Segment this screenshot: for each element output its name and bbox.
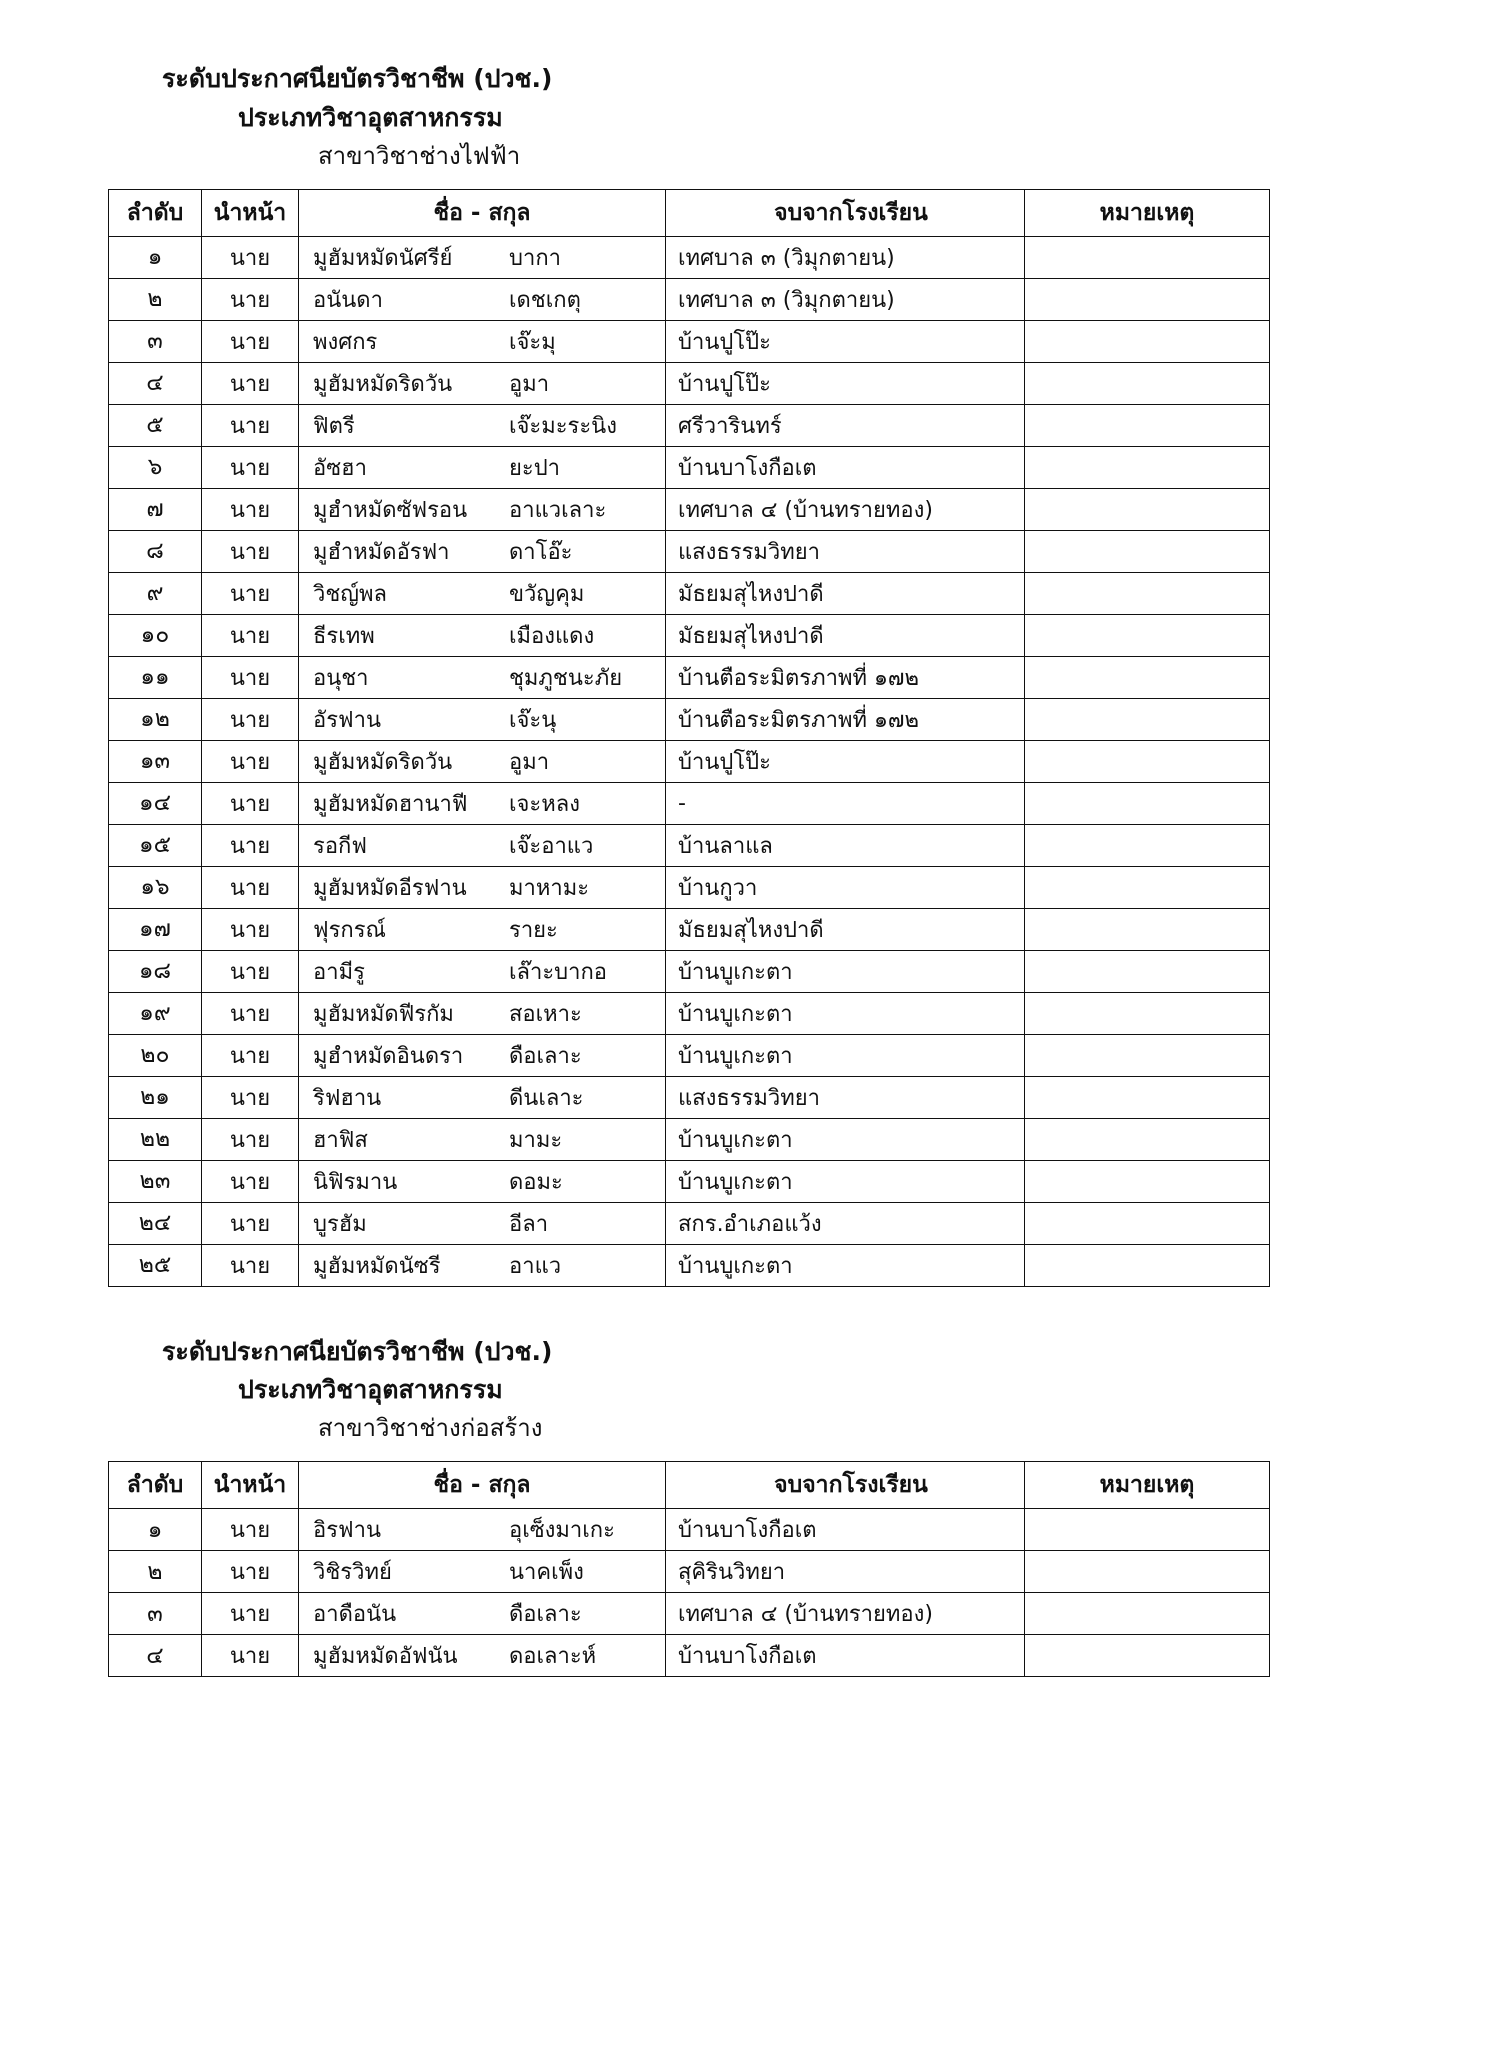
cell-name (299, 530, 666, 572)
cell-note (1025, 614, 1270, 656)
cell-school: เทศบาล ๓ (วิมุกตายน) (666, 236, 1025, 278)
cell-title: นาย (202, 530, 299, 572)
cell-no: ๑๖ (109, 866, 202, 908)
section-1-roster-table (108, 189, 1270, 1287)
cell-no: ๙ (109, 572, 202, 614)
section-2-heading (120, 1333, 1374, 1448)
cell-last-name: เจ๊ะมุ (509, 329, 556, 355)
cell-name (299, 488, 666, 530)
cell-school: มัธยมสุไหงปาดี (666, 908, 1025, 950)
cell-note (1025, 1551, 1270, 1593)
cell-no: ๕ (109, 404, 202, 446)
cell-title: นาย (202, 1202, 299, 1244)
table-row (109, 320, 1270, 362)
cell-first-name: ฟิตรี (313, 413, 355, 439)
cell-name (299, 950, 666, 992)
table-row (109, 572, 1270, 614)
cell-no: ๔ (109, 362, 202, 404)
cell-last-name: เจ๊ะอาแว (509, 833, 594, 859)
cell-title: นาย (202, 446, 299, 488)
table-row (109, 1593, 1270, 1635)
cell-no: ๑ (109, 1509, 202, 1551)
cell-note (1025, 824, 1270, 866)
cell-school: เทศบาล ๔ (บ้านทรายทอง) (666, 1593, 1025, 1635)
cell-name (299, 362, 666, 404)
cell-title: นาย (202, 1509, 299, 1551)
column-header-note: หมายเหตุ (1025, 189, 1270, 236)
section-1-heading (120, 60, 1374, 175)
cell-last-name: เล๊าะบากอ (509, 959, 608, 985)
cell-no: ๒๔ (109, 1202, 202, 1244)
cell-title: นาย (202, 404, 299, 446)
cell-no: ๓ (109, 320, 202, 362)
section-2-heading-branch: สาขาวิชาช่างก่อสร้าง (318, 1414, 543, 1443)
cell-title: นาย (202, 698, 299, 740)
cell-school: บ้านบูเกะตา (666, 1118, 1025, 1160)
column-header-name: ชื่อ - สกุล (299, 189, 666, 236)
cell-first-name: วิชิรวิทย์ (313, 1560, 392, 1586)
cell-note (1025, 782, 1270, 824)
table-row (109, 446, 1270, 488)
cell-first-name: มูฮัมหมัดอัฟนัน (313, 1644, 458, 1670)
cell-title: นาย (202, 992, 299, 1034)
cell-first-name: มูฮัมหมัดนัซรี (313, 1253, 441, 1279)
cell-name (299, 1593, 666, 1635)
cell-name (299, 656, 666, 698)
cell-no: ๑ (109, 236, 202, 278)
cell-note (1025, 698, 1270, 740)
cell-title: นาย (202, 1551, 299, 1593)
cell-school: มัธยมสุไหงปาดี (666, 572, 1025, 614)
cell-last-name: อุเซ็งมาเกะ (509, 1518, 615, 1544)
cell-first-name: อนุชา (313, 665, 369, 691)
cell-note (1025, 1635, 1270, 1677)
cell-last-name: ดือเลาะ (509, 1043, 582, 1069)
cell-note (1025, 1160, 1270, 1202)
cell-no: ๑๙ (109, 992, 202, 1034)
cell-first-name: มูฮัมหมัดอีรฟาน (313, 875, 467, 901)
cell-name (299, 236, 666, 278)
cell-last-name: ขวัญคุม (509, 581, 585, 607)
cell-note (1025, 1118, 1270, 1160)
cell-note (1025, 362, 1270, 404)
cell-name (299, 992, 666, 1034)
cell-note (1025, 908, 1270, 950)
table-row (109, 1202, 1270, 1244)
cell-note (1025, 236, 1270, 278)
table-row (109, 1118, 1270, 1160)
cell-first-name: ริฟฮาน (313, 1085, 382, 1111)
section-1-heading-branch: สาขาวิชาช่างไฟฟ้า (318, 141, 521, 170)
cell-name (299, 320, 666, 362)
cell-title: นาย (202, 1118, 299, 1160)
cell-last-name: อีลา (509, 1211, 549, 1237)
cell-first-name: มูฮัมหมัดริดวัน (313, 749, 453, 775)
cell-name (299, 1244, 666, 1286)
column-header-school: จบจากโรงเรียน (666, 189, 1025, 236)
column-header-note: หมายเหตุ (1025, 1462, 1270, 1509)
table-row (109, 614, 1270, 656)
cell-last-name: เดชเกตุ (509, 287, 581, 313)
cell-school: เทศบาล ๔ (บ้านทรายทอง) (666, 488, 1025, 530)
cell-title: นาย (202, 1244, 299, 1286)
cell-title: นาย (202, 950, 299, 992)
cell-no: ๒๕ (109, 1244, 202, 1286)
cell-no: ๒๒ (109, 1118, 202, 1160)
cell-note (1025, 950, 1270, 992)
cell-title: นาย (202, 782, 299, 824)
table-row (109, 278, 1270, 320)
cell-name (299, 1635, 666, 1677)
cell-title: นาย (202, 740, 299, 782)
cell-no: ๔ (109, 1635, 202, 1677)
column-header-no: ลำดับ (109, 1462, 202, 1509)
cell-first-name: มูฮัมหมัดฮานาฟี (313, 791, 468, 817)
cell-no: ๘ (109, 530, 202, 572)
table-row (109, 236, 1270, 278)
cell-name (299, 1118, 666, 1160)
cell-school: บ้านบาโงกือเต (666, 446, 1025, 488)
cell-name (299, 1160, 666, 1202)
cell-school: บ้านตือระมิตรภาพที่ ๑๗๒ (666, 656, 1025, 698)
table-row (109, 866, 1270, 908)
cell-first-name: มูฮำหมัดอินดรา (313, 1043, 464, 1069)
table-header-row (109, 1462, 1270, 1509)
cell-no: ๒๓ (109, 1160, 202, 1202)
column-header-title: นำหน้า (202, 189, 299, 236)
cell-last-name: ชุมภูชนะภัย (509, 665, 623, 691)
cell-school: สุคิรินวิทยา (666, 1551, 1025, 1593)
cell-first-name: อามีรู (313, 959, 365, 985)
cell-last-name: มามะ (509, 1127, 563, 1153)
cell-last-name: อาแว (509, 1253, 562, 1279)
cell-last-name: ดาโอ๊ะ (509, 539, 573, 565)
cell-first-name: วิชญ์พล (313, 581, 388, 607)
table-row (109, 782, 1270, 824)
cell-no: ๑๔ (109, 782, 202, 824)
cell-no: ๗ (109, 488, 202, 530)
cell-first-name: บูรฮัม (313, 1211, 367, 1237)
cell-last-name: อาแวเลาะ (509, 497, 607, 523)
table-row (109, 404, 1270, 446)
table-row (109, 1509, 1270, 1551)
table-row (109, 1034, 1270, 1076)
cell-last-name: ดอเลาะห์ (509, 1644, 597, 1670)
cell-name (299, 1202, 666, 1244)
cell-first-name: มูฮัมหมัดนัศรีย์ (313, 245, 453, 271)
cell-last-name: เมืองแดง (509, 623, 595, 649)
cell-title: นาย (202, 1635, 299, 1677)
cell-last-name: ดีนเลาะ (509, 1085, 584, 1111)
cell-school: บ้านบูเกะตา (666, 1034, 1025, 1076)
cell-school: เทศบาล ๓ (วิมุกตายน) (666, 278, 1025, 320)
column-header-school: จบจากโรงเรียน (666, 1462, 1025, 1509)
cell-last-name: ดือเลาะ (509, 1602, 582, 1628)
cell-school: แสงธรรมวิทยา (666, 530, 1025, 572)
cell-name (299, 824, 666, 866)
table-row (109, 1551, 1270, 1593)
cell-school: บ้านบาโงกือเต (666, 1635, 1025, 1677)
cell-name (299, 446, 666, 488)
table-row (109, 488, 1270, 530)
section-2-roster-table (108, 1461, 1270, 1677)
cell-last-name: บากา (509, 245, 561, 271)
cell-no: ๒๑ (109, 1076, 202, 1118)
cell-name (299, 614, 666, 656)
table-row (109, 698, 1270, 740)
cell-name (299, 698, 666, 740)
cell-school: บ้านบูเกะตา (666, 950, 1025, 992)
cell-note (1025, 866, 1270, 908)
cell-no: ๒๐ (109, 1034, 202, 1076)
table-header-row (109, 189, 1270, 236)
cell-title: นาย (202, 866, 299, 908)
cell-last-name: อูมา (509, 749, 550, 775)
table-row (109, 530, 1270, 572)
cell-first-name: รอกีฟ (313, 833, 367, 859)
cell-note (1025, 1593, 1270, 1635)
cell-first-name: มูฮำหมัดอัรฟา (313, 539, 450, 565)
cell-first-name: อัซฮา (313, 455, 367, 481)
table-row (109, 1160, 1270, 1202)
cell-name (299, 1034, 666, 1076)
section-2-heading-category: ประเภทวิชาอุตสาหกรรม (238, 1375, 503, 1405)
cell-last-name: อูมา (509, 371, 550, 397)
cell-note (1025, 740, 1270, 782)
table-row (109, 824, 1270, 866)
cell-name (299, 782, 666, 824)
cell-note (1025, 446, 1270, 488)
section-2-heading-level: ระดับประกาศนียบัตรวิชาชีพ (ปวช.) (162, 1336, 553, 1366)
cell-no: ๓ (109, 1593, 202, 1635)
cell-no: ๑๓ (109, 740, 202, 782)
cell-school: บ้านตือระมิตรภาพที่ ๑๗๒ (666, 698, 1025, 740)
cell-first-name: ฮาฟิส (313, 1127, 368, 1153)
cell-last-name: เจะหลง (509, 791, 580, 817)
cell-note (1025, 278, 1270, 320)
cell-first-name: พงศกร (313, 329, 378, 355)
cell-first-name: มูฮัมหมัดริดวัน (313, 371, 453, 397)
cell-first-name: อาดือนัน (313, 1602, 397, 1628)
cell-school: บ้านลาแล (666, 824, 1025, 866)
cell-school: ศรีวารินทร์ (666, 404, 1025, 446)
cell-school: บ้านปูโป๊ะ (666, 362, 1025, 404)
cell-no: ๑๒ (109, 698, 202, 740)
cell-no: ๖ (109, 446, 202, 488)
cell-no: ๑๐ (109, 614, 202, 656)
cell-first-name: อัรฟาน (313, 707, 381, 733)
cell-note (1025, 1509, 1270, 1551)
cell-name (299, 404, 666, 446)
cell-note (1025, 572, 1270, 614)
table-row (109, 992, 1270, 1034)
cell-title: นาย (202, 488, 299, 530)
cell-school: บ้านบาโงกือเต (666, 1509, 1025, 1551)
cell-last-name: เจ๊ะมะระนิง (509, 413, 617, 439)
cell-no: ๒ (109, 278, 202, 320)
cell-name (299, 1551, 666, 1593)
table-row (109, 908, 1270, 950)
cell-first-name: อิรฟาน (313, 1518, 381, 1544)
cell-no: ๑๘ (109, 950, 202, 992)
cell-title: นาย (202, 656, 299, 698)
section-1-heading-category: ประเภทวิชาอุตสาหกรรม (238, 102, 503, 132)
cell-school: บ้านบูเกะตา (666, 1244, 1025, 1286)
cell-note (1025, 404, 1270, 446)
cell-title: นาย (202, 362, 299, 404)
cell-title: นาย (202, 1034, 299, 1076)
cell-title: นาย (202, 1160, 299, 1202)
cell-title: นาย (202, 1076, 299, 1118)
cell-title: นาย (202, 320, 299, 362)
cell-name (299, 740, 666, 782)
cell-last-name: มาหามะ (509, 875, 590, 901)
cell-school: - (666, 782, 1025, 824)
cell-no: ๑๕ (109, 824, 202, 866)
cell-note (1025, 1076, 1270, 1118)
cell-note (1025, 1202, 1270, 1244)
table-row (109, 740, 1270, 782)
cell-first-name: นิฟิรมาน (313, 1169, 398, 1195)
cell-last-name: ดอมะ (509, 1169, 563, 1195)
column-header-name: ชื่อ - สกุล (299, 1462, 666, 1509)
column-header-title: นำหน้า (202, 1462, 299, 1509)
table-row (109, 950, 1270, 992)
cell-note (1025, 992, 1270, 1034)
cell-no: ๒ (109, 1551, 202, 1593)
cell-no: ๑๗ (109, 908, 202, 950)
column-header-no: ลำดับ (109, 189, 202, 236)
cell-last-name: เจ๊ะนุ (509, 707, 557, 733)
cell-note (1025, 530, 1270, 572)
table-row (109, 362, 1270, 404)
cell-name (299, 908, 666, 950)
cell-title: นาย (202, 1593, 299, 1635)
section-1-heading-level: ระดับประกาศนียบัตรวิชาชีพ (ปวช.) (162, 64, 553, 93)
cell-school: แสงธรรมวิทยา (666, 1076, 1025, 1118)
cell-last-name: นาคเพ็ง (509, 1560, 584, 1586)
cell-first-name: มูฮัมหมัดฟีรกัม (313, 1001, 454, 1027)
cell-school: บ้านปูโป๊ะ (666, 320, 1025, 362)
cell-last-name: สอเหาะ (509, 1001, 582, 1027)
cell-first-name: อนันดา (313, 287, 383, 313)
cell-note (1025, 1034, 1270, 1076)
cell-school: บ้านบูเกะตา (666, 1160, 1025, 1202)
cell-no: ๑๑ (109, 656, 202, 698)
cell-first-name: ฟุรกรณ์ (313, 917, 386, 943)
cell-note (1025, 488, 1270, 530)
table-row (109, 1635, 1270, 1677)
cell-title: นาย (202, 236, 299, 278)
cell-school: มัธยมสุไหงปาดี (666, 614, 1025, 656)
cell-first-name: มูฮำหมัดซัฟรอน (313, 497, 468, 523)
cell-title: นาย (202, 278, 299, 320)
cell-title: นาย (202, 824, 299, 866)
cell-title: นาย (202, 572, 299, 614)
cell-last-name: รายะ (509, 917, 558, 943)
table-row (109, 1076, 1270, 1118)
cell-note (1025, 656, 1270, 698)
cell-name (299, 278, 666, 320)
cell-name (299, 572, 666, 614)
cell-title: นาย (202, 908, 299, 950)
cell-name (299, 866, 666, 908)
cell-note (1025, 1244, 1270, 1286)
cell-school: บ้านปูโป๊ะ (666, 740, 1025, 782)
cell-last-name: ยะปา (509, 455, 561, 481)
table-row (109, 656, 1270, 698)
cell-name (299, 1076, 666, 1118)
cell-school: บ้านบูเกะตา (666, 992, 1025, 1034)
cell-school: สกร.อำเภอแว้ง (666, 1202, 1025, 1244)
cell-note (1025, 320, 1270, 362)
cell-school: บ้านกูวา (666, 866, 1025, 908)
cell-title: นาย (202, 614, 299, 656)
cell-name (299, 1509, 666, 1551)
cell-first-name: ธีรเทพ (313, 623, 375, 649)
table-row (109, 1244, 1270, 1286)
